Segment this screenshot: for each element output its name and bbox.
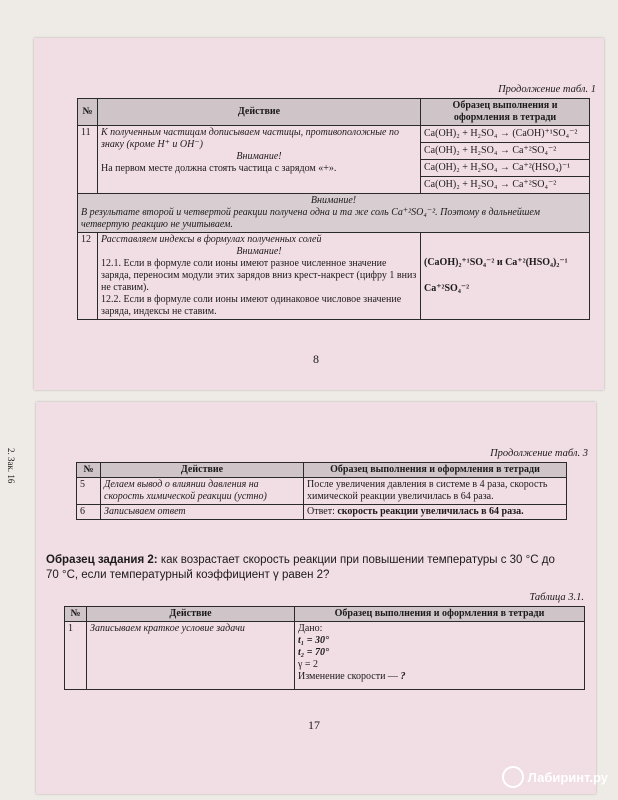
header-action: Действие <box>98 99 421 126</box>
row-number: 12 <box>78 233 98 320</box>
side-note: 2. Зак. 16 <box>6 448 16 484</box>
action-text: К полученным частицам дописываем частицы, противоположные по знаку (кроме H⁺ и OH⁻) <box>101 127 399 150</box>
header-action: Действие <box>87 607 295 622</box>
sample-cell <box>304 505 567 520</box>
table-header-row <box>77 463 567 478</box>
logo-text: Лабиринт.ру <box>527 769 608 785</box>
table-row <box>65 622 585 690</box>
page-17 <box>36 402 596 794</box>
given-t2: t₂ = 70° <box>298 647 329 658</box>
given-change <box>298 671 581 683</box>
table-row <box>78 194 590 233</box>
header-num: № <box>65 607 87 622</box>
table-header-row <box>65 607 585 622</box>
task-statement <box>46 553 564 583</box>
action-text: 12.1. Если в формуле соли ионы имеют разное численное значение заряда, переносим модули этих зарядов вниз крест-накрест (цифру 1 вниз не ставим). <box>101 258 417 293</box>
table-caption: Таблица 3.1. <box>529 592 584 603</box>
action-cell <box>98 126 421 194</box>
table-row <box>77 505 567 520</box>
action-cell: Записываем краткое условие задачи <box>87 622 295 690</box>
page-number: 8 <box>313 352 319 366</box>
watermark-logo <box>502 766 608 788</box>
note-cell <box>78 194 590 233</box>
action-cell <box>98 233 421 320</box>
answer-label: Ответ: <box>307 506 335 517</box>
task-label: Образец задания 2: <box>46 554 158 566</box>
row-number: 5 <box>77 478 101 505</box>
table-row <box>78 126 590 194</box>
equation: Ca(OH)₂ + H₂SO₄ → (CaOH)⁺¹SO₄⁻² <box>421 126 589 143</box>
table-row <box>78 233 590 320</box>
answer-value: скорость реакции увеличилась в 64 раза. <box>337 506 524 517</box>
sample-cell <box>295 622 585 690</box>
change-unknown: ? <box>400 671 406 682</box>
attention-label: Внимание! <box>310 195 357 206</box>
row-number: 11 <box>78 126 98 194</box>
header-action: Действие <box>101 463 304 478</box>
logo-icon <box>502 766 524 788</box>
action-cell: Записываем ответ <box>101 505 304 520</box>
given-gamma: γ = 2 <box>298 659 319 670</box>
header-num: № <box>77 463 101 478</box>
change-label: Изменение скорости — <box>298 671 398 682</box>
sample-cell: После увеличения давления в системе в 4 раза, скорость химической реакции увеличилась в 64 раза. <box>304 478 567 505</box>
equation: Ca(OH)₂ + H₂SO₄ → Ca⁺²SO₄⁻² <box>421 143 589 160</box>
formula: (CaOH)₂⁺¹SO₄⁻² и Ca⁺²(HSO₄)₂⁻¹ <box>424 257 568 268</box>
page-number: 17 <box>308 718 320 732</box>
action-text: Расставляем индексы в формулах полученных солей <box>101 234 322 245</box>
table-3-1 <box>64 606 585 690</box>
row-number: 1 <box>65 622 87 690</box>
table-3-continued <box>76 462 567 520</box>
given-t1: t₁ = 30° <box>298 635 329 646</box>
header-sample: Образец выполнения и оформления в тетради <box>421 99 590 126</box>
equation: Ca(OH)₂ + H₂SO₄ → Ca⁺²(HSO₄)⁻¹ <box>421 160 589 177</box>
action-text: 12.2. Если в формуле соли ионы имеют одинаковое числовое значение заряда, индексы не ставим. <box>101 294 402 317</box>
note-text: В результате второй и четвертой реакции получена одна и та же соль Ca⁺²SO₄⁻². Поэтому в дальнейшем четвертую реакцию не учитываем. <box>81 207 540 230</box>
equation: Ca(OH)₂ + H₂SO₄ → Ca⁺²SO₄⁻² <box>424 179 557 190</box>
sample-cell <box>421 233 590 320</box>
attention-label: Внимание! <box>236 151 282 162</box>
action-cell: Делаем вывод о влиянии давления на скорость химической реакции (устно) <box>101 478 304 505</box>
action-text: На первом месте должна стоять частица с зарядом «+». <box>101 163 337 174</box>
task-text: как возрастает скорость реакции при повышении температуры с 30 °С до 70 °С, если температурный коэффициент γ равен 2? <box>46 554 555 581</box>
sample-cell <box>421 126 590 194</box>
header-num: № <box>78 99 98 126</box>
table-row <box>77 478 567 505</box>
attention-label: Внимание! <box>236 246 282 257</box>
table-1-continued <box>77 98 590 320</box>
header-sample: Образец выполнения и оформления в тетради <box>295 607 585 622</box>
page-8 <box>34 38 604 390</box>
table-header-row <box>78 99 590 126</box>
row-number: 6 <box>77 505 101 520</box>
header-sample: Образец выполнения и оформления в тетради <box>304 463 567 478</box>
continuation-label: Продолжение табл. 3 <box>490 448 588 459</box>
given-label: Дано: <box>298 623 323 634</box>
continuation-label: Продолжение табл. 1 <box>498 84 596 95</box>
formula: Ca⁺²SO₄⁻² <box>424 283 470 294</box>
